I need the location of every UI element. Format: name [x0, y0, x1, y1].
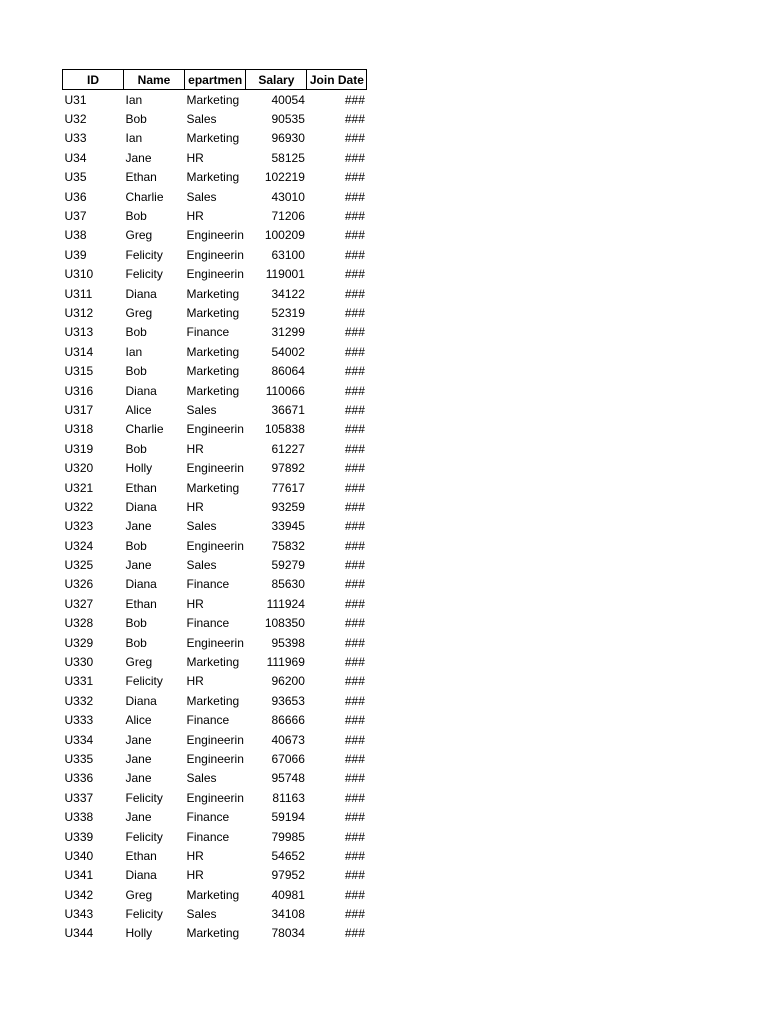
table-row: [63, 129, 367, 148]
cell-join-date[interactable]: ###: [344, 364, 365, 379]
cell-department[interactable]: Engineerin: [186, 635, 244, 650]
table-row: [63, 594, 367, 613]
cell-id[interactable]: U342: [64, 887, 94, 902]
cell-id[interactable]: U332: [64, 693, 94, 708]
table-row: [63, 652, 367, 671]
cell-department[interactable]: Marketing: [186, 131, 240, 146]
cell-name[interactable]: Charlie: [125, 422, 164, 437]
cell-join-date[interactable]: ###: [344, 267, 365, 282]
cell-id[interactable]: U340: [64, 848, 94, 863]
cell-name[interactable]: Bob: [125, 364, 147, 379]
cell-salary[interactable]: 95748: [271, 771, 305, 786]
cell-name[interactable]: Diana: [125, 693, 157, 708]
cell-department[interactable]: Marketing: [186, 693, 240, 708]
cell-salary[interactable]: 86666: [271, 713, 305, 728]
cell-department[interactable]: Marketing: [186, 286, 240, 301]
cell-name[interactable]: Felicity: [125, 247, 163, 262]
table-row: [63, 420, 367, 439]
cell-name[interactable]: Alice: [125, 402, 152, 417]
cell-salary[interactable]: 96200: [271, 674, 305, 689]
table-row: [63, 109, 367, 128]
cell-department[interactable]: Finance: [186, 616, 230, 631]
cell-salary[interactable]: 105838: [264, 422, 305, 437]
cell-salary[interactable]: 110066: [265, 383, 305, 398]
cell-join-date[interactable]: ###: [344, 829, 365, 844]
cell-salary[interactable]: 43010: [271, 189, 305, 204]
cell-department[interactable]: HR: [186, 596, 204, 611]
cell-join-date[interactable]: ###: [344, 926, 365, 941]
cell-join-date[interactable]: ###: [344, 305, 365, 320]
cell-salary[interactable]: 81163: [272, 790, 305, 805]
table-row: [63, 924, 367, 943]
cell-join-date[interactable]: ###: [344, 112, 365, 127]
header-join-date[interactable]: Join Date: [307, 70, 367, 90]
cell-salary[interactable]: 40981: [271, 887, 305, 902]
cell-salary[interactable]: 93653: [271, 693, 305, 708]
table-header: [63, 70, 367, 90]
cell-name[interactable]: Greg: [125, 228, 153, 243]
cell-department[interactable]: Finance: [186, 577, 230, 592]
table-row: [63, 536, 367, 555]
cell-id[interactable]: U344: [64, 926, 94, 941]
table-row: [63, 749, 367, 768]
cell-name[interactable]: Bob: [125, 538, 147, 553]
cell-id[interactable]: U36: [64, 189, 87, 204]
cell-department[interactable]: Sales: [186, 189, 217, 204]
cell-join-date[interactable]: ###: [344, 558, 365, 573]
table-row: [63, 90, 367, 110]
cell-id[interactable]: U339: [64, 829, 94, 844]
cell-department[interactable]: HR: [186, 441, 204, 456]
cell-salary[interactable]: 96930: [271, 131, 305, 146]
table-row: [63, 885, 367, 904]
cell-salary[interactable]: 100209: [264, 228, 305, 243]
cell-join-date[interactable]: ###: [344, 616, 365, 631]
cell-salary[interactable]: 108350: [264, 616, 305, 631]
cell-join-date[interactable]: ###: [344, 577, 365, 592]
cell-join-date[interactable]: ###: [344, 150, 365, 165]
cell-join-date[interactable]: ###: [344, 209, 365, 224]
cell-salary[interactable]: 67066: [271, 751, 305, 766]
table-row: [63, 497, 367, 516]
cell-id[interactable]: U312: [64, 305, 94, 320]
table-row: [63, 633, 367, 652]
cell-join-date[interactable]: ###: [344, 596, 365, 611]
table-body: [63, 90, 367, 944]
cell-join-date[interactable]: ###: [344, 868, 365, 883]
cell-salary[interactable]: 97892: [271, 461, 305, 476]
cell-join-date[interactable]: ###: [344, 499, 365, 514]
table-row: [63, 206, 367, 225]
cell-id[interactable]: U324: [64, 538, 94, 553]
cell-name[interactable]: Jane: [125, 771, 152, 786]
cell-join-date[interactable]: ###: [344, 790, 365, 805]
cell-id[interactable]: U337: [64, 790, 94, 805]
cell-name[interactable]: Greg: [125, 887, 153, 902]
cell-salary[interactable]: 95398: [271, 635, 305, 650]
cell-id[interactable]: U32: [64, 112, 87, 127]
cell-id[interactable]: U331: [64, 674, 94, 689]
cell-id[interactable]: U315: [64, 364, 94, 379]
cell-join-date[interactable]: ###: [344, 751, 365, 766]
employee-table: [62, 69, 367, 943]
cell-join-date[interactable]: ###: [344, 383, 365, 398]
cell-id[interactable]: U319: [64, 441, 94, 456]
cell-id[interactable]: U31: [64, 92, 87, 107]
cell-join-date[interactable]: ###: [344, 771, 365, 786]
cell-name[interactable]: Jane: [125, 810, 152, 825]
cell-department[interactable]: HR: [186, 209, 204, 224]
cell-name[interactable]: Felicity: [125, 829, 163, 844]
cell-salary[interactable]: 79985: [271, 829, 305, 844]
cell-name[interactable]: Greg: [125, 305, 153, 320]
header-id[interactable]: ID: [63, 70, 124, 90]
cell-name[interactable]: Ian: [125, 92, 143, 107]
cell-join-date[interactable]: ###: [344, 810, 365, 825]
cell-name[interactable]: Jane: [125, 150, 152, 165]
table-row: [63, 265, 367, 284]
cell-department[interactable]: Engineerin: [186, 790, 244, 805]
cell-name[interactable]: Bob: [125, 112, 147, 127]
cell-id[interactable]: U37: [64, 209, 87, 224]
table-row: [63, 323, 367, 342]
table-row: [63, 342, 367, 361]
cell-name[interactable]: Jane: [125, 558, 152, 573]
table-row: [63, 187, 367, 206]
table-row: [63, 245, 367, 264]
cell-name[interactable]: Jane: [125, 751, 152, 766]
cell-salary[interactable]: 54002: [271, 344, 305, 359]
cell-join-date[interactable]: ###: [344, 461, 365, 476]
cell-name[interactable]: Ethan: [125, 480, 157, 495]
table-row: [63, 711, 367, 730]
table-row: [63, 788, 367, 807]
cell-department[interactable]: Engineerin: [186, 538, 244, 553]
cell-department[interactable]: Marketing: [186, 926, 240, 941]
cell-name[interactable]: Ethan: [125, 848, 157, 863]
cell-join-date[interactable]: ###: [344, 655, 365, 670]
cell-salary[interactable]: 36671: [271, 402, 305, 417]
cell-department[interactable]: Engineerin: [186, 422, 244, 437]
cell-department[interactable]: Engineerin: [186, 751, 244, 766]
cell-id[interactable]: U33: [64, 131, 87, 146]
cell-name[interactable]: Diana: [125, 383, 157, 398]
table-row: [63, 555, 367, 574]
cell-name[interactable]: Ian: [125, 344, 143, 359]
cell-id[interactable]: U328: [64, 616, 94, 631]
cell-salary[interactable]: 40054: [271, 92, 305, 107]
cell-name[interactable]: Holly: [125, 926, 153, 941]
cell-join-date[interactable]: ###: [344, 422, 365, 437]
table-row: [63, 284, 367, 303]
table-row: [63, 400, 367, 419]
cell-department[interactable]: HR: [186, 848, 204, 863]
cell-department[interactable]: Sales: [186, 771, 217, 786]
table-row: [63, 381, 367, 400]
cell-name[interactable]: Diana: [125, 577, 157, 592]
cell-id[interactable]: U314: [64, 344, 94, 359]
cell-id[interactable]: U322: [64, 499, 94, 514]
cell-join-date[interactable]: ###: [344, 907, 365, 922]
table-row: [63, 827, 367, 846]
cell-department[interactable]: Sales: [186, 402, 217, 417]
cell-salary[interactable]: 111924: [266, 596, 305, 611]
cell-join-date[interactable]: ###: [344, 480, 365, 495]
cell-join-date[interactable]: ###: [344, 441, 365, 456]
cell-department[interactable]: HR: [186, 868, 204, 883]
cell-salary[interactable]: 34122: [271, 286, 305, 301]
cell-name[interactable]: Charlie: [125, 189, 164, 204]
cell-department[interactable]: HR: [186, 499, 204, 514]
cell-department[interactable]: Engineerin: [186, 732, 244, 747]
cell-name[interactable]: Holly: [125, 461, 153, 476]
cell-id[interactable]: U310: [64, 267, 94, 282]
cell-name[interactable]: Felicity: [125, 790, 163, 805]
cell-department[interactable]: Marketing: [186, 480, 240, 495]
table-row: [63, 439, 367, 458]
cell-name[interactable]: Felicity: [125, 907, 163, 922]
cell-name[interactable]: Felicity: [125, 267, 163, 282]
cell-department[interactable]: Finance: [186, 829, 230, 844]
cell-department[interactable]: Sales: [186, 112, 217, 127]
cell-join-date[interactable]: ###: [344, 693, 365, 708]
cell-id[interactable]: U338: [64, 810, 94, 825]
cell-salary[interactable]: 75832: [271, 538, 305, 553]
cell-department[interactable]: Marketing: [186, 364, 240, 379]
cell-salary[interactable]: 31299: [271, 325, 305, 340]
cell-join-date[interactable]: ###: [344, 325, 365, 340]
cell-name[interactable]: Diana: [125, 868, 157, 883]
cell-salary[interactable]: 59279: [271, 558, 305, 573]
cell-id[interactable]: U311: [64, 286, 93, 301]
cell-join-date[interactable]: ###: [344, 519, 365, 534]
cell-name[interactable]: Bob: [125, 635, 147, 650]
cell-salary[interactable]: 61227: [271, 441, 305, 456]
cell-department[interactable]: Finance: [186, 713, 230, 728]
cell-salary[interactable]: 40673: [271, 732, 305, 747]
cell-id[interactable]: U341: [64, 868, 94, 883]
cell-department[interactable]: Marketing: [186, 887, 240, 902]
cell-salary[interactable]: 78034: [271, 926, 305, 941]
cell-department[interactable]: Engineerin: [186, 461, 244, 476]
cell-join-date[interactable]: ###: [344, 674, 365, 689]
cell-id[interactable]: U321: [64, 480, 94, 495]
cell-id[interactable]: U318: [64, 422, 94, 437]
cell-join-date[interactable]: ###: [344, 286, 365, 301]
cell-department[interactable]: Marketing: [186, 92, 240, 107]
cell-name[interactable]: Bob: [125, 325, 147, 340]
spreadsheet: [62, 69, 367, 943]
cell-join-date[interactable]: ###: [344, 732, 365, 747]
cell-salary[interactable]: 33945: [271, 519, 305, 534]
cell-join-date[interactable]: ###: [344, 635, 365, 650]
cell-department[interactable]: Sales: [186, 558, 217, 573]
cell-join-date[interactable]: ###: [344, 92, 365, 107]
cell-id[interactable]: U333: [64, 713, 94, 728]
table-row: [63, 807, 367, 826]
header-salary[interactable]: Salary: [246, 70, 307, 90]
cell-salary[interactable]: 52319: [271, 305, 305, 320]
cell-salary[interactable]: 119001: [265, 267, 305, 282]
cell-join-date[interactable]: ###: [344, 538, 365, 553]
cell-id[interactable]: U34: [64, 150, 87, 165]
table-row: [63, 361, 367, 380]
cell-id[interactable]: U329: [64, 635, 94, 650]
cell-salary[interactable]: 102219: [264, 170, 305, 185]
cell-name[interactable]: Alice: [125, 713, 152, 728]
cell-salary[interactable]: 90535: [271, 112, 305, 127]
cell-name[interactable]: Jane: [125, 519, 152, 534]
cell-id[interactable]: U320: [64, 461, 94, 476]
cell-salary[interactable]: 77617: [271, 480, 305, 495]
cell-join-date[interactable]: ###: [344, 247, 365, 262]
cell-department[interactable]: Marketing: [186, 305, 240, 320]
cell-department[interactable]: Marketing: [186, 170, 240, 185]
cell-name[interactable]: Diana: [125, 499, 157, 514]
table-row: [63, 168, 367, 187]
cell-id[interactable]: U317: [64, 402, 94, 417]
cell-salary[interactable]: 34108: [271, 907, 305, 922]
cell-name[interactable]: Bob: [125, 441, 147, 456]
cell-department[interactable]: HR: [186, 150, 204, 165]
table-row: [63, 904, 367, 923]
cell-department[interactable]: Marketing: [186, 344, 240, 359]
cell-name[interactable]: Bob: [125, 616, 147, 631]
cell-department[interactable]: Marketing: [186, 655, 240, 670]
cell-id[interactable]: U35: [64, 170, 87, 185]
cell-salary[interactable]: 86064: [271, 364, 305, 379]
table-row: [63, 866, 367, 885]
cell-department[interactable]: Engineerin: [186, 267, 244, 282]
cell-name[interactable]: Ian: [125, 131, 143, 146]
cell-id[interactable]: U336: [64, 771, 94, 786]
cell-department[interactable]: Engineerin: [186, 228, 244, 243]
cell-join-date[interactable]: ###: [344, 131, 365, 146]
cell-id[interactable]: U325: [64, 558, 94, 573]
cell-salary[interactable]: 54652: [271, 848, 305, 863]
cell-department[interactable]: Finance: [186, 325, 230, 340]
cell-name[interactable]: Bob: [125, 209, 147, 224]
table-row: [63, 846, 367, 865]
cell-salary[interactable]: 63100: [271, 247, 305, 262]
cell-join-date[interactable]: ###: [344, 887, 365, 902]
cell-salary[interactable]: 59194: [271, 810, 305, 825]
cell-salary[interactable]: 85630: [271, 577, 305, 592]
cell-id[interactable]: U313: [64, 325, 94, 340]
cell-salary[interactable]: 93259: [271, 499, 305, 514]
cell-department[interactable]: Marketing: [186, 383, 240, 398]
table-row: [63, 730, 367, 749]
table-row: [63, 691, 367, 710]
table-row: [63, 458, 367, 477]
cell-join-date[interactable]: ###: [344, 713, 365, 728]
cell-id[interactable]: U343: [64, 907, 94, 922]
cell-id[interactable]: U316: [64, 383, 94, 398]
cell-id[interactable]: U335: [64, 751, 94, 766]
cell-join-date[interactable]: ###: [344, 344, 365, 359]
table-row: [63, 148, 367, 167]
cell-name[interactable]: Ethan: [125, 596, 157, 611]
cell-department[interactable]: Sales: [186, 907, 217, 922]
header-department[interactable]: epartmen: [185, 70, 246, 90]
header-name[interactable]: Name: [124, 70, 185, 90]
table-row: [63, 226, 367, 245]
cell-id[interactable]: U330: [64, 655, 94, 670]
table-row: [63, 303, 367, 322]
table-row: [63, 478, 367, 497]
cell-name[interactable]: Diana: [125, 286, 157, 301]
cell-join-date[interactable]: ###: [344, 402, 365, 417]
table-row: [63, 769, 367, 788]
cell-salary[interactable]: 58125: [271, 150, 305, 165]
table-row: [63, 517, 367, 536]
cell-name[interactable]: Ethan: [125, 170, 157, 185]
header-row: [63, 70, 367, 90]
cell-id[interactable]: U38: [64, 228, 87, 243]
cell-id[interactable]: U39: [64, 247, 87, 262]
cell-id[interactable]: U326: [64, 577, 94, 592]
cell-join-date[interactable]: ###: [344, 848, 365, 863]
cell-join-date[interactable]: ###: [344, 228, 365, 243]
cell-salary[interactable]: 111969: [266, 655, 305, 670]
cell-join-date[interactable]: ###: [344, 189, 365, 204]
cell-id[interactable]: U323: [64, 519, 94, 534]
cell-id[interactable]: U334: [64, 732, 94, 747]
cell-department[interactable]: Finance: [186, 810, 230, 825]
cell-salary[interactable]: 71206: [271, 209, 305, 224]
table-row: [63, 672, 367, 691]
cell-department[interactable]: HR: [186, 674, 204, 689]
cell-name[interactable]: Felicity: [125, 674, 163, 689]
cell-name[interactable]: Jane: [125, 732, 152, 747]
cell-department[interactable]: Engineerin: [186, 247, 244, 262]
cell-join-date[interactable]: ###: [344, 170, 365, 185]
cell-id[interactable]: U327: [64, 596, 94, 611]
cell-salary[interactable]: 97952: [271, 868, 305, 883]
cell-name[interactable]: Greg: [125, 655, 153, 670]
cell-department[interactable]: Sales: [186, 519, 217, 534]
table-row: [63, 614, 367, 633]
table-row: [63, 575, 367, 594]
